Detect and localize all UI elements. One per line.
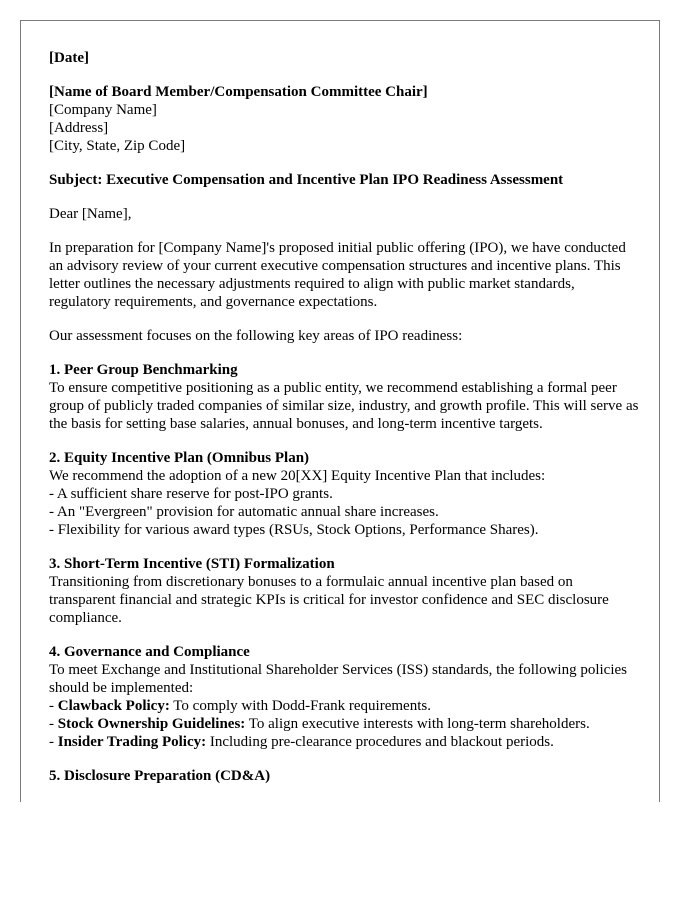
focus-paragraph: Our assessment focuses on the following key areas of IPO readiness: bbox=[49, 328, 463, 344]
section-title: 3. Short-Term Incentive (STI) Formalization bbox=[49, 556, 335, 572]
section-sti bbox=[49, 555, 639, 627]
list-item bbox=[49, 715, 639, 733]
recipient-company: [Company Name] bbox=[49, 102, 157, 118]
list-item-prefix: - bbox=[49, 734, 58, 750]
section-body: To meet Exchange and Institutional Shareholder Services (ISS) standards, the following policies should be implemented: bbox=[49, 662, 627, 696]
section-title: 4. Governance and Compliance bbox=[49, 644, 250, 660]
salutation: Dear [Name], bbox=[49, 206, 132, 222]
list-item bbox=[49, 733, 639, 751]
policy-label: Insider Trading Policy: bbox=[57, 734, 207, 750]
section-body: Transitioning from discretionary bonuses to a formulaic annual incentive plan based on transparent financial and strategic KPIs is critical for investor confidence and SEC disclosure compliance. bbox=[49, 574, 609, 626]
policy-label: Clawback Policy: bbox=[57, 698, 170, 714]
section-equity-plan bbox=[49, 449, 639, 539]
section-governance bbox=[49, 643, 639, 751]
section-body: We recommend the adoption of a new 20[XX] Equity Incentive Plan that includes: bbox=[49, 468, 546, 484]
policy-label: Stock Ownership Guidelines: bbox=[57, 716, 246, 732]
section-disclosure bbox=[49, 767, 639, 785]
letter-page bbox=[20, 20, 660, 802]
policy-text: To comply with Dodd-Frank requirements. bbox=[169, 698, 431, 714]
list-item-prefix: - bbox=[49, 716, 58, 732]
section-peer-group bbox=[49, 361, 639, 433]
policy-text: To align executive interests with long-term shareholders. bbox=[245, 716, 590, 732]
list-item-prefix: - bbox=[49, 698, 58, 714]
recipient-block bbox=[49, 83, 639, 155]
section-title: 1. Peer Group Benchmarking bbox=[49, 362, 238, 378]
section-title: 2. Equity Incentive Plan (Omnibus Plan) bbox=[49, 450, 310, 466]
list-item bbox=[49, 697, 639, 715]
recipient-city: [City, State, Zip Code] bbox=[49, 138, 186, 154]
section-body: To ensure competitive positioning as a public entity, we recommend establishing a formal peer group of publicly traded companies of similar size, industry, and growth profile. This will serve as the basis for setting base salaries, annual bonuses, and long-term incentive targets. bbox=[49, 380, 639, 432]
list-item: - Flexibility for various award types (RSUs, Stock Options, Performance Shares). bbox=[49, 522, 539, 538]
section-title: 5. Disclosure Preparation (CD&A) bbox=[49, 768, 271, 784]
list-item: - An "Evergreen" provision for automatic annual share increases. bbox=[49, 504, 439, 520]
recipient-name: [Name of Board Member/Compensation Committee Chair] bbox=[49, 84, 428, 100]
letter-content bbox=[49, 49, 639, 801]
recipient-address: [Address] bbox=[49, 120, 109, 136]
intro-paragraph: In preparation for [Company Name]'s proposed initial public offering (IPO), we have conducted an advisory review of your current executive compensation structures and incentive plans. This letter outlines the necessary adjustments required to align with public market standards, regulatory requirements, and governance expectations. bbox=[49, 240, 626, 310]
list-item: - A sufficient share reserve for post-IPO grants. bbox=[49, 486, 333, 502]
letter-date: [Date] bbox=[49, 50, 89, 66]
policy-text: Including pre-clearance procedures and blackout periods. bbox=[206, 734, 554, 750]
letter-subject: Subject: Executive Compensation and Incentive Plan IPO Readiness Assessment bbox=[49, 172, 564, 188]
